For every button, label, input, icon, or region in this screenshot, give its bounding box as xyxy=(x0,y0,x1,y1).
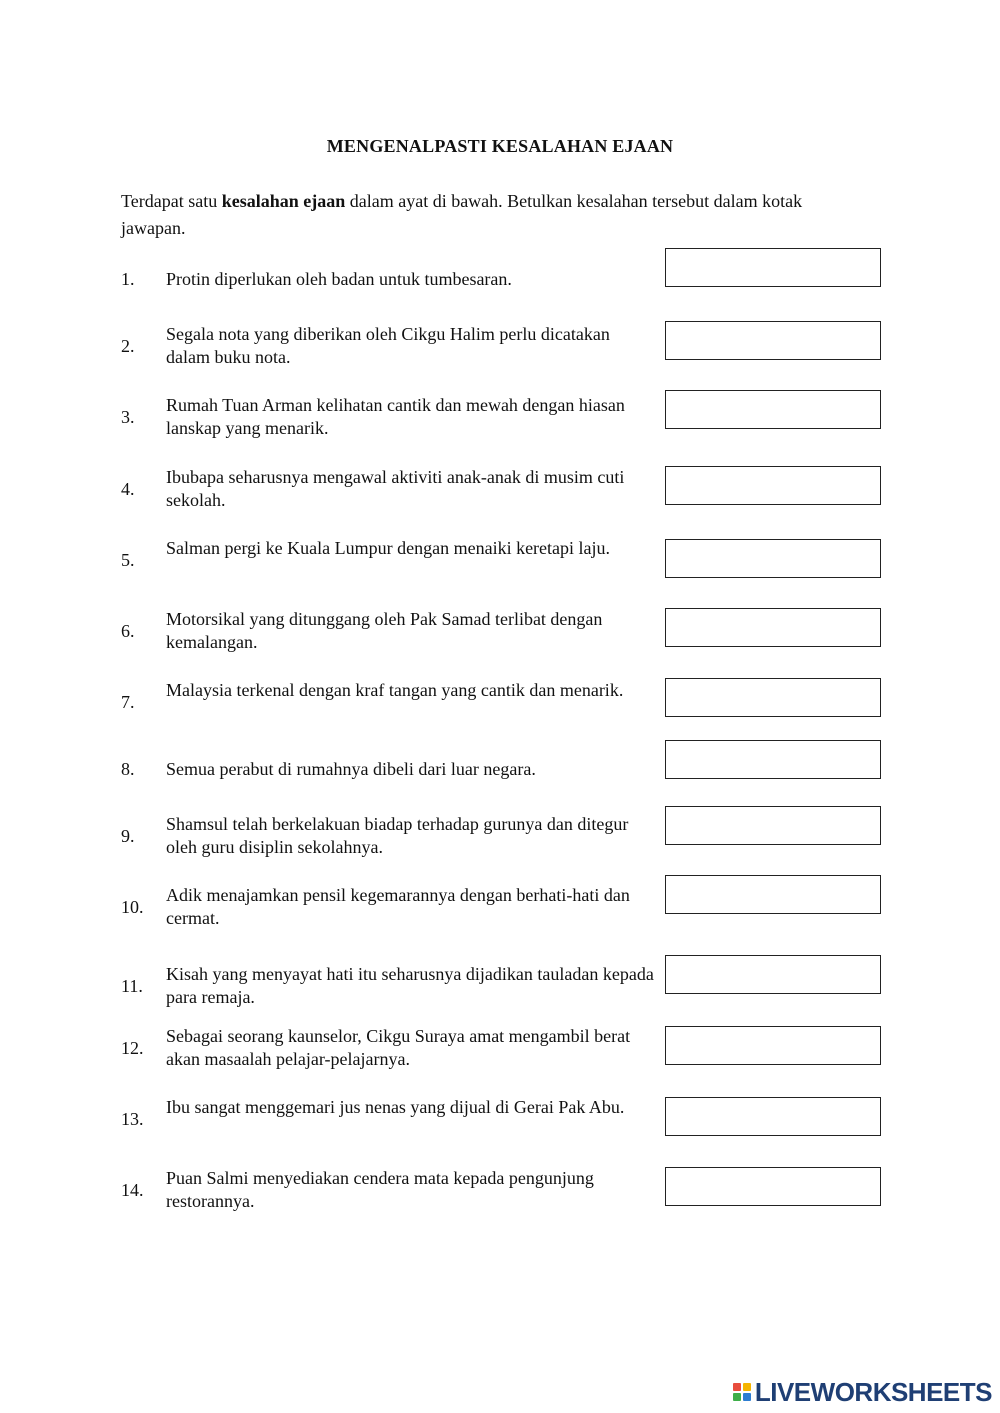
answer-box[interactable] xyxy=(665,321,881,360)
question-text: Malaysia terkenal dengan kraf tangan yang cantik dan menarik. xyxy=(166,680,624,700)
instructions-bold: kesalahan ejaan xyxy=(221,191,346,211)
question-text: Ibu sangat menggemari jus nenas yang dijual di Gerai Pak Abu. xyxy=(166,1097,625,1117)
question-number: 6. xyxy=(121,620,135,641)
question-text: Rumah Tuan Arman kelihatan cantik dan mewah dengan hiasan lanskap yang menarik. xyxy=(166,395,625,438)
page-title: MENGENALPASTI KESALAHAN EJAAN xyxy=(326,136,674,156)
answer-box[interactable] xyxy=(665,806,881,845)
answer-box[interactable] xyxy=(665,955,881,994)
answer-box[interactable] xyxy=(665,1097,881,1136)
question-number: 7. xyxy=(121,691,135,712)
brand-logo xyxy=(733,1377,992,1407)
answer-box[interactable] xyxy=(665,539,881,578)
question-text: Protin diperlukan oleh badan untuk tumbesaran. xyxy=(166,268,512,289)
question-number: 1. xyxy=(121,268,135,289)
instructions xyxy=(121,188,861,242)
question-number: 9. xyxy=(121,825,135,846)
question-number: 4. xyxy=(121,478,135,499)
answer-box[interactable] xyxy=(665,390,881,429)
question-text: Semua perabut di rumahnya dibeli dari luar negara. xyxy=(166,758,536,779)
instructions-suffix: dalam ayat di bawah. Betulkan kesalahan tersebut dalam kotak jawapan. xyxy=(121,191,803,238)
answer-box[interactable] xyxy=(665,678,881,717)
question-text: Puan Salmi menyediakan cendera mata kepada pengunjung restorannya. xyxy=(166,1168,594,1211)
question-text: Sebagai seorang kaunselor, Cikgu Suraya amat mengambil berat akan masaalah pelajar-pelajarnya. xyxy=(166,1026,631,1069)
question-number: 11. xyxy=(121,975,143,996)
question-text: Motorsikal yang ditunggang oleh Pak Samad terlibat dengan kemalangan. xyxy=(166,609,603,652)
question-text: Ibubapa seharusnya mengawal aktiviti anak-anak di musim cuti sekolah. xyxy=(166,467,625,510)
question-number: 2. xyxy=(121,335,135,356)
question-number: 10. xyxy=(121,896,144,917)
liveworksheets-logo-icon xyxy=(733,1383,751,1401)
answer-box[interactable] xyxy=(665,248,881,287)
brand-text: LIVEWORKSHEETS xyxy=(754,1376,992,1407)
answer-box[interactable] xyxy=(665,466,881,505)
question-number: 12. xyxy=(121,1037,144,1058)
question-text: Segala nota yang diberikan oleh Cikgu Halim perlu dicatakan dalam buku nota. xyxy=(166,324,610,367)
question-number: 3. xyxy=(121,406,135,427)
question-text: Salman pergi ke Kuala Lumpur dengan menaiki keretapi laju. xyxy=(166,538,611,558)
question-text: Adik menajamkan pensil kegemarannya dengan berhati-hati dan cermat. xyxy=(166,885,630,928)
question-text: Shamsul telah berkelakuan biadap terhadap gurunya dan ditegur oleh guru disiplin sekolahnya. xyxy=(166,814,629,857)
answer-box[interactable] xyxy=(665,608,881,647)
instructions-prefix: Terdapat satu xyxy=(121,191,222,211)
question-number: 14. xyxy=(121,1179,144,1200)
question-number: 13. xyxy=(121,1108,144,1129)
question-number: 5. xyxy=(121,549,135,570)
question-number: 8. xyxy=(121,758,135,779)
answer-box[interactable] xyxy=(665,875,881,914)
answer-box[interactable] xyxy=(665,1026,881,1065)
question-text: Kisah yang menyayat hati itu seharusnya dijadikan tauladan kepada para remaja. xyxy=(166,964,654,1007)
answer-box[interactable] xyxy=(665,1167,881,1206)
answer-box[interactable] xyxy=(665,740,881,779)
